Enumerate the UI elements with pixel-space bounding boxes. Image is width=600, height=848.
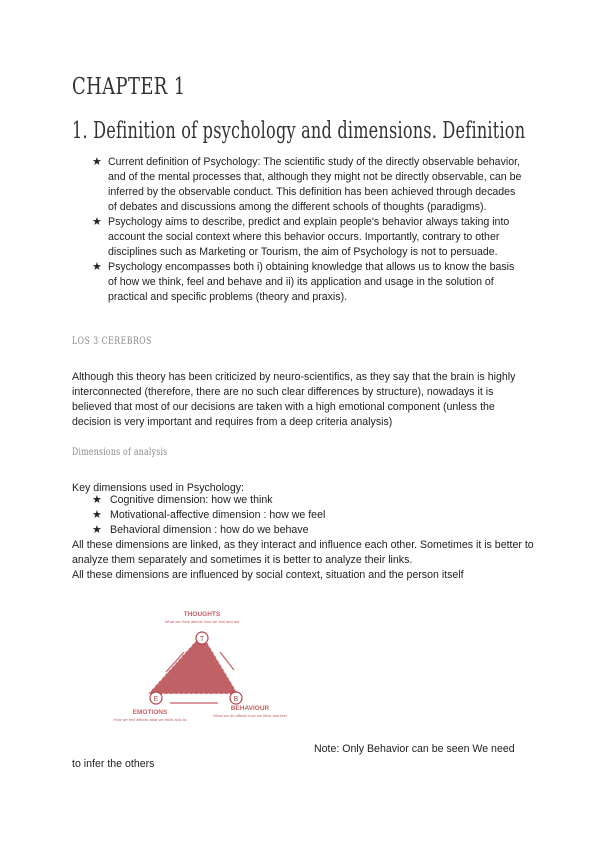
dimensions-triangle-diagram xyxy=(110,604,300,729)
bullet-text: Psychology aims to describe, predict and explain people's behavior always taking into account the social context where this behavior occurs. Importantly, contrary to other disciplines such as Marketing or Tourism, the aim of Psychology is not to persuade. xyxy=(108,216,510,258)
node-t-label: T xyxy=(199,636,205,643)
behaviour-label: BEHAVIOUR xyxy=(230,705,270,712)
chapter-heading: CHAPTER 1 xyxy=(72,74,186,100)
dimension-item xyxy=(92,508,492,523)
emotions-sublabel: How we feel affects what we think and do xyxy=(113,717,187,722)
bullet-item xyxy=(92,215,522,260)
dimensions-list xyxy=(92,493,492,538)
star-bullet-icon: ★ xyxy=(92,156,102,168)
emotions-label: EMOTIONS xyxy=(132,709,168,716)
dimensions-context-paragraph: All these dimensions are influenced by social context, situation and the person itself xyxy=(72,569,464,581)
star-bullet-icon: ★ xyxy=(92,509,102,521)
star-bullet-icon: ★ xyxy=(92,494,102,506)
behaviour-sublabel: What we do affects how we think and feel xyxy=(213,713,287,718)
subheading-brains: LOS 3 CEREBROS xyxy=(72,336,152,347)
dimensions-linked-paragraph: All these dimensions are linked, as they interact and influence each other. Sometimes it is better to analyze them separately and sometimes it is better to analyze their links. xyxy=(72,539,534,566)
subheading-dimensions: Dimensions of analysis xyxy=(72,447,168,458)
star-bullet-icon: ★ xyxy=(92,216,102,228)
section-title: 1. Definition of psychology and dimensions. Definition xyxy=(72,118,526,144)
brains-paragraph: Although this theory has been criticized by neuro-scientifics, as they say that the brain is highly interconnected (therefore, there are no such clear differences by structure), nowadays it is believed that most of our decisions are taken with a high emotional component (unless the decision is very important and requires from a deep criteria analysis) xyxy=(72,371,516,428)
dimension-text: Behavioral dimension : how do we behave xyxy=(110,524,309,536)
definition-bullet-list xyxy=(92,155,522,305)
note-line-1: Note: Only Behavior can be seen We need xyxy=(314,743,515,755)
dimension-text: Cognitive dimension: how we think xyxy=(110,494,273,506)
star-bullet-icon: ★ xyxy=(92,261,102,273)
dimensions-intro: Key dimensions used in Psychology: xyxy=(72,482,244,494)
bullet-item xyxy=(92,260,522,305)
note-line-2: to infer the others xyxy=(72,758,155,770)
dimension-item xyxy=(92,523,492,538)
star-bullet-icon: ★ xyxy=(92,524,102,536)
bullet-item xyxy=(92,155,522,215)
bullet-text: Current definition of Psychology: The scientific study of the directly observable behavior, and of the mental processes that, although they might not be directly observable, can be inferred by the observable conduct. This definition has been achieved through decades of debates and discussions among the different schools of thoughts (paradigms). xyxy=(108,156,522,213)
dimension-item xyxy=(92,493,492,508)
node-b-label: B xyxy=(233,696,239,703)
dimension-text: Motivational-affective dimension : how we feel xyxy=(110,509,326,521)
bullet-text: Psychology encompasses both i) obtaining knowledge that allows us to know the basis of how we think, feel and behave and ii) its application and usage in the solution of practical and specific problems (theory and praxis). xyxy=(108,261,515,303)
thoughts-label: THOUGHTS xyxy=(183,611,221,618)
thoughts-sublabel: What we think affects how we feel and act xyxy=(164,619,240,624)
node-e-label: E xyxy=(153,696,159,703)
